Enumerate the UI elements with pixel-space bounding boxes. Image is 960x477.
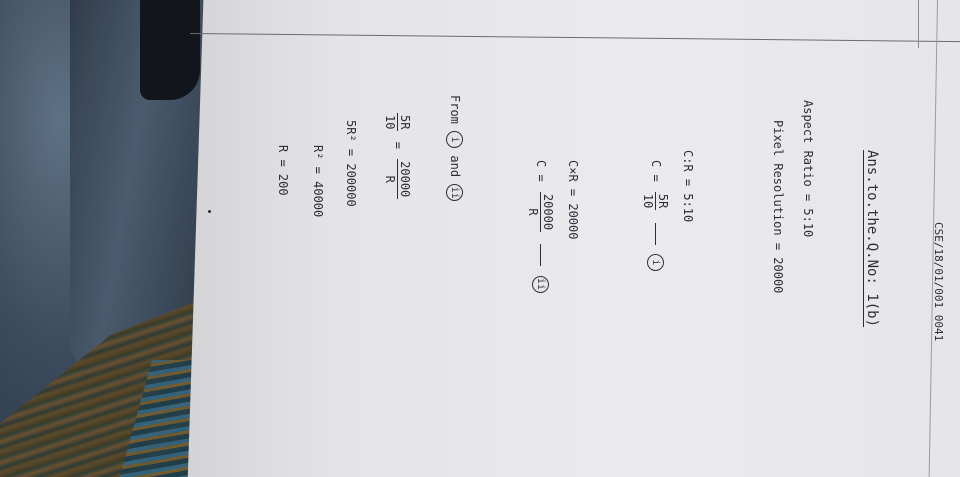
c-equals-label-2: C = bbox=[534, 160, 548, 182]
from-label: From bbox=[448, 95, 462, 124]
c-equals-label: C = bbox=[649, 160, 663, 182]
from-tag-i: i bbox=[446, 131, 463, 148]
step1-lhs-num: 5R bbox=[398, 115, 412, 130]
ink-dot bbox=[208, 210, 211, 213]
from-line bbox=[446, 95, 463, 201]
margin-line bbox=[918, 0, 919, 48]
step-1 bbox=[383, 110, 412, 202]
step1-lhs bbox=[383, 113, 412, 131]
arrow-line bbox=[655, 223, 656, 245]
fraction-numerator-2: 20000 bbox=[541, 193, 555, 231]
cloth-shadow bbox=[140, 0, 200, 100]
step1-rhs-den: R bbox=[383, 175, 397, 183]
fraction-numerator: 5R bbox=[656, 193, 670, 209]
equation-tag-ii: ii bbox=[532, 276, 549, 293]
step1-rhs bbox=[383, 159, 412, 199]
equation-tag-i: i bbox=[647, 254, 664, 271]
product-line: C×R = 20000 bbox=[566, 160, 580, 240]
step-3: R² = 40000 bbox=[311, 145, 325, 218]
arrow-line-2 bbox=[540, 244, 541, 266]
step1-lhs-den: 10 bbox=[383, 115, 397, 130]
step1-equals: = bbox=[391, 141, 405, 149]
fraction-denominator: 10 bbox=[641, 193, 655, 209]
and-label: and bbox=[448, 155, 462, 178]
ratio-line: C:R = 5:10 bbox=[681, 150, 695, 223]
fraction-denominator-2: R bbox=[526, 208, 540, 216]
answer-heading: Ans.to.the.Q.No: 1(b) bbox=[864, 150, 880, 328]
fraction-20000-r bbox=[526, 192, 555, 232]
c-equation-1 bbox=[641, 160, 670, 271]
step1-rhs-num: 20000 bbox=[398, 161, 412, 198]
pixel-resolution-line: Pixel Resolution = 20000 bbox=[771, 120, 785, 294]
fraction-5r-10 bbox=[641, 192, 670, 210]
student-id: CSE/18/01/001 0041 bbox=[932, 222, 945, 342]
from-tag-ii: ii bbox=[446, 184, 463, 201]
step-4: R = 200 bbox=[276, 145, 290, 196]
aspect-ratio-line: Aspect Ratio = 5:10 bbox=[801, 100, 815, 238]
c-equation-2 bbox=[526, 160, 555, 293]
step-2: 5R² = 200000 bbox=[344, 120, 358, 207]
